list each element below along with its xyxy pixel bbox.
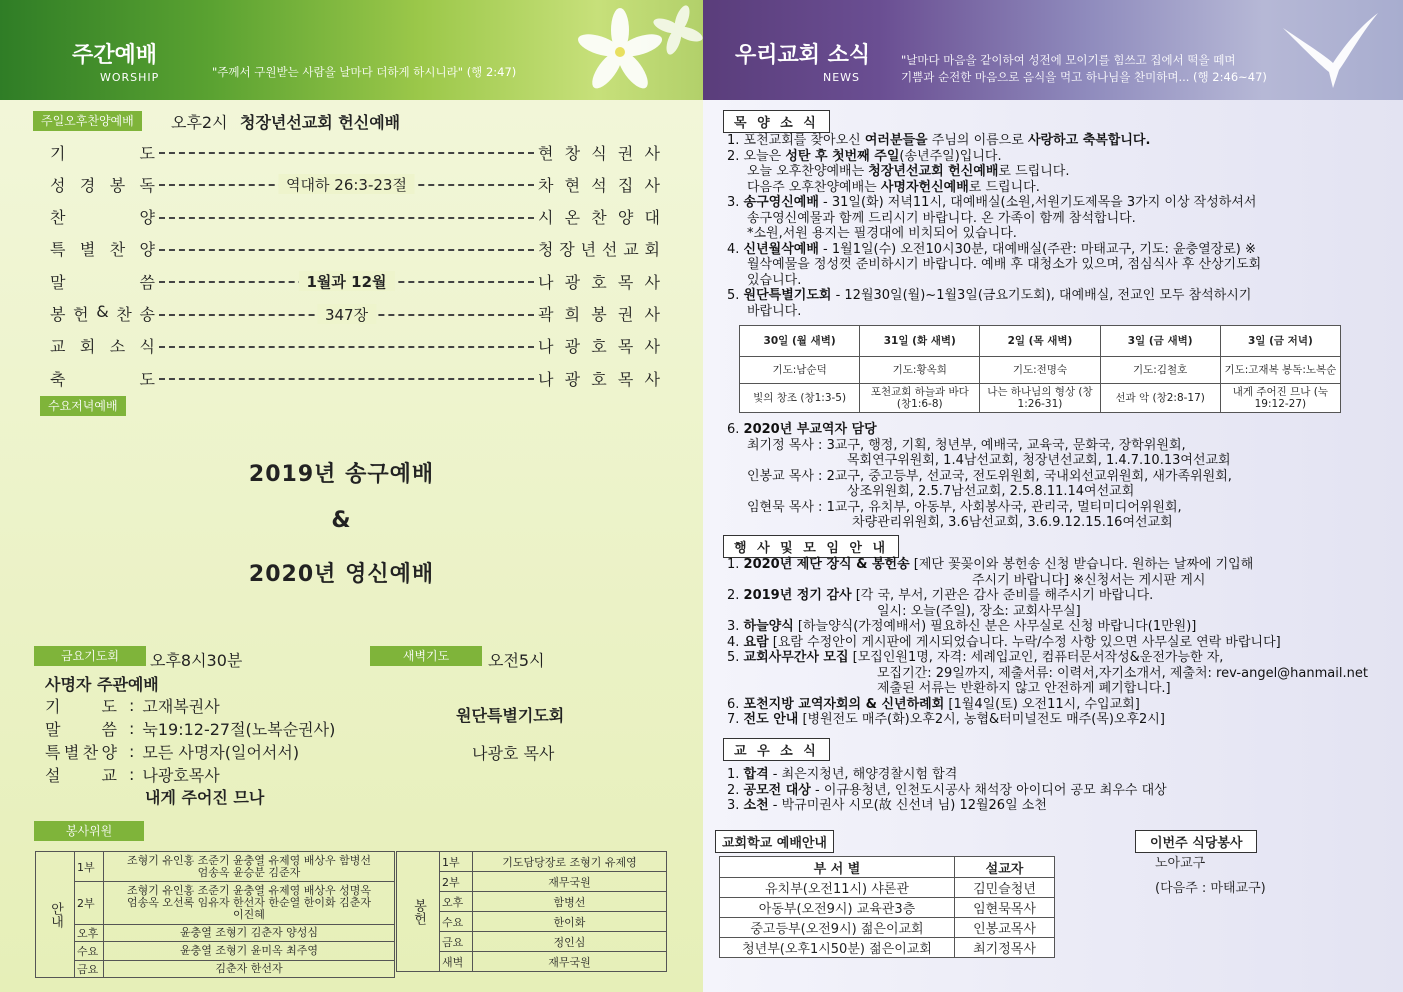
event-2-line-2: 일시: 오늘(주일), 장소: 교회사무실] [877,603,1081,619]
school-dept: 아동부(오전9시) 교육관3층 [720,898,955,918]
news-brand [735,38,870,84]
pastoral-item-2-line-2: 오늘 오후찬양예배는 청장년선교회 헌신예배로 드립니다. [747,164,1070,179]
guide-key: 금요 [75,961,104,978]
friday-row: 말 씀 : 눅19:12-27절(노복순권사) [45,719,336,739]
guide-names: 윤충열 조형기 윤미옥 최주영 [104,942,395,961]
pastoral-item-4-line-3: 있습니다. [747,272,802,288]
schedule-cell: 기도:남순덕 [740,357,860,384]
order-leader [159,174,534,194]
guide-label: 안내 [36,852,75,978]
school-row [720,878,1055,898]
guide-row [36,961,395,978]
worship-brand-en: WORSHIP [100,71,160,84]
order-label: 축 도 [50,369,155,389]
school-preacher: 인봉교목사 [955,918,1055,938]
worship-header [0,0,703,100]
school-dept: 중고등부(오전9시) 젊은이교회 [720,918,955,938]
pastor-2: 인봉교 목사 : 2교구, 중고등부, 선교국, 전도위원회, 국내외선교위원회, 새가족위원회, [747,468,1232,484]
order-row [50,302,660,326]
school-preacher: 임현묵목사 [955,898,1055,918]
dawn-tag: 새벽기도 [370,646,482,666]
guide-names: 조형기 유인홍 조준기 윤충열 유제영 배상우 성명옥 엄송옥 오선록 임유자 한선자 한순열 한이화 김춘자 이진혜 [104,882,395,925]
events-news [727,557,1387,728]
flower-icon [560,0,703,100]
bird-icon [1273,8,1383,93]
schedule-cell: 30일 (월 새벽) [740,326,860,357]
worship-brand [72,38,159,84]
school-header-cell: 설교자 [955,857,1055,878]
pastor-1: 최기정 목사 : 3교구, 행정, 기획, 청년부, 예배국, 교육국, 문화국, 장학위원회, [747,437,1186,453]
member-news-1: 1. 합격 - 최은지청년, 해양경찰시험 합격 [727,767,958,782]
guide-key: 2부 [75,882,104,925]
members-header: 교 우 소 식 [723,738,830,761]
order-leader [159,336,534,356]
friday-order [45,694,335,786]
school-dept: 청년부(오후1시50분) 젊은이교회 [720,938,955,958]
guide-row [36,925,395,942]
pastoral-news [727,133,1367,319]
schedule-cell: 빛의 창조 (창1:3-5) [740,384,860,413]
pastoral-item-4-line-2: 월삭예물을 정성껏 준비하시기 바랍니다. 예배 후 대청소가 있으며, 점심식사 후 산상기도회 [747,257,1262,272]
members-news [727,767,1377,814]
pastoral-item-5: 5. 원단특별기도회 - 12월30일(월)~1월3일(금요기도회), 대예배실, 전교인 모두 참석하시기 [727,288,1252,303]
offering-key: 수요 [440,912,473,932]
offering-row [397,852,667,872]
order-leader [159,239,534,259]
school-preacher: 김민슬청년 [955,878,1055,898]
offering-key: 1부 [440,852,473,872]
friday-row: 설 교 : 나광호목사 [45,765,220,785]
schedule-cell: 3일 (금 새벽) [1100,326,1220,357]
pastoral-item-5-line-2: 바랍니다. [747,303,802,319]
school-header: 교회학교 예배안내 [715,830,834,853]
offering-names: 기도담당장로 조형기 유제영 [473,852,667,872]
friday-value: 고재복권사 [142,697,220,716]
prayer-schedule-table [739,325,1341,413]
guide-key: 오후 [75,925,104,942]
guide-names: 김춘자 한선자 [104,961,395,978]
friday-sermon-title: 내게 주어진 므나 [145,788,265,807]
service-tag: 봉사위원 [34,821,144,841]
offering-key: 2부 [440,872,473,892]
pastoral-news-6 [727,422,1377,531]
schedule-row-prayer [740,357,1341,384]
order-label: 교 회 소 식 [50,337,155,357]
school-header-row [720,857,1055,878]
guide-names: 윤충열 조형기 김춘자 양성심 [104,925,395,942]
event-7: 7. 전도 안내 [병원전도 매주(화)오후2시, 농협&터미널전도 매주(목)오후2시] [727,712,1165,727]
events-header: 행 사 및 모 임 안 내 [723,535,899,558]
friday-row: 특 별 찬 양 : 모든 사명자(일어서서) [45,742,300,762]
order-row [50,140,660,164]
friday-value: 나광호목사 [142,766,220,785]
pastoral-item-1: 1. 포천교회를 찾아오신 여러분들을 주님의 이름으로 사랑하고 축복합니다. [727,133,1151,148]
news-quote-line-2: 기쁨과 순전한 마음으로 음식을 먹고 하나님을 찬미하며... (행 2:46~47) [901,70,1267,84]
pastoral-item-3: 3. 송구영신예배 - 31일(화) 저녁11시, 대예배실(소원,서원기도제목을 3가지 이상 작성하셔서 [727,195,1257,210]
order-row [50,172,660,196]
schedule-cell: 기도:전명숙 [980,357,1100,384]
schedule-row-days [740,326,1341,357]
offering-names: 한이화 [473,912,667,932]
schedule-cell: 나는 하나님의 형상 (창1:26-31) [980,384,1100,413]
event-2: 2. 2019년 정기 감사 [각 국, 부서, 기관은 감사 준비를 해주시기 바랍니다. [727,588,1154,603]
order-label: 봉 헌 & 찬 송 [50,302,155,324]
member-news-3: 3. 소천 - 박규미권사 시모(故 신선녀 님) 12월26일 소천 [727,798,1047,813]
dawn-speaker: 나광호 목사 [472,744,555,763]
schedule-cell: 포천교회 하늘과 바다 (창1:6-8) [860,384,980,413]
friday-label: 특 별 찬 양 [45,743,117,762]
pastor-2-line-2: 상조위원회, 2.5.7남선교회, 2.5.8.11.14여선교회 [847,484,1135,499]
schedule-cell: 3일 (금 저녁) [1220,326,1340,357]
order-row [50,205,660,229]
news-quote [901,52,1267,86]
pastor-3-line-2: 차량관리위원회, 3.6남선교회, 3.6.9.12.15.16여선교회 [852,515,1173,530]
order-leader [159,271,534,291]
guide-table [35,851,395,978]
special-line-3: 2020년 영신예배 [248,562,435,587]
friday-label: 말 씀 [45,720,117,739]
pastor-3: 임현묵 목사 : 1교구, 유치부, 아동부, 사회봉사국, 관리국, 멀티미디어위원회, [747,499,1182,515]
wednesday-tag: 수요저녁예배 [40,396,126,416]
pastor-1-line-2: 목회연구위원회, 1.4남선교회, 청장년선교회, 1.4.7.10.13여선교회 [847,453,1231,468]
school-table [719,856,1055,958]
order-middle: 1월과 12월 [298,271,394,291]
worship-quote: "주께서 구원받는 사람을 날마다 더하게 하시니라" (행 2:47) [212,65,517,79]
offering-key: 금요 [440,932,473,952]
event-4: 4. 요람 [요람 수정안이 게시판에 게시되었습니다. 누락/수정 사항 있으면 사무실로 연락 바랍니다] [727,634,1281,650]
friday-title: 사명자 주관예배 [45,675,159,694]
friday-value: 모든 사명자(일어서서) [142,743,300,762]
order-row [50,269,660,293]
dawn-title: 원단특별기도회 [456,706,565,725]
meal-line-2: (다음주 : 마태교구) [1155,881,1266,896]
meal-line-1: 노아교구 [1155,856,1206,871]
event-5-line-2: 모집기간: 29일까지, 제출서류: 이력서,자기소개서, 제출처: rev-angel@hanmail.net [877,665,1368,681]
order-label: 특 별 찬 양 [50,240,155,260]
dawn-time: 오전5시 [488,651,545,670]
order-person: 청 장 년 선 교 회 [538,240,660,260]
order-label: 찬 양 [50,208,155,228]
sunday-afternoon-tag: 주일오후찬양예배 [33,111,142,131]
school-header-cell: 부 서 별 [720,857,955,878]
pastoral-item-3-line-2: 송구영신예물과 함께 드리시기 바랍니다. 온 가족이 함께 참석합니다. [747,210,1136,226]
order-row [50,366,660,390]
order-label: 말 씀 [50,272,155,292]
sunday-afternoon-title: 청장년선교회 헌신예배 [240,113,401,132]
meal-header: 이번주 식당봉사 [1135,830,1257,853]
friday-label: 기 도 [45,697,117,716]
pastoral-header: 목 양 소 식 [723,110,830,133]
event-5-line-3: 제출된 서류는 반환하지 않고 안전하게 폐기합니다.] [877,681,1171,696]
order-person: 곽 희 봉 권 사 [538,305,660,324]
schedule-cell: 기도:김철호 [1100,357,1220,384]
order-person: 차 현 석 집 사 [538,175,660,195]
offering-key: 오후 [440,892,473,912]
order-person: 나 광 호 목 사 [538,337,660,357]
school-row [720,938,1055,958]
offering-names: 정인심 [473,932,667,952]
sunday-afternoon-time: 오후2시 [171,113,228,132]
offering-label: 봉헌 [397,852,440,972]
schedule-cell: 선과 악 (창2:8-17) [1100,384,1220,413]
guide-key: 1부 [75,852,104,882]
event-5: 5. 교회사무간사 모집 [모집인원1명, 자격: 세례입교인, 컴퓨터문서작성&운전가능한 자, [727,650,1224,665]
friday-row: 기 도 : 고재복권사 [45,696,220,716]
pastoral-item-2: 2. 오늘은 성탄 후 첫번째 주일(송년주일)입니다. [727,148,1002,164]
guide-names: 조형기 유인홍 조준기 윤충열 유제영 배상우 함병선 엄송옥 윤승분 김준자 [104,852,395,882]
guide-row [36,852,395,882]
event-1-line-2: 주시기 바랍니다] ※신청서는 게시판 게시 [972,572,1206,588]
news-quote-line-1: "날마다 마음을 같이하여 성전에 모이기를 힘쓰고 집에서 떡을 떼며 [901,53,1236,67]
pastoral-item-2-line-3: 다음주 오후찬양예배는 사명자헌신예배로 드립니다. [747,179,1040,195]
friday-tag: 금요기도회 [34,646,146,666]
schedule-row-titles [740,384,1341,413]
news-header [703,0,1403,100]
order-leader [159,142,534,162]
order-row [50,237,660,261]
order-leader [159,368,534,388]
order-person: 나 광 호 목 사 [538,272,660,292]
schedule-cell: 내게 주어진 므나 (눅19:12-27) [1220,384,1340,413]
offering-names: 재무국원 [473,952,667,972]
special-line-2: & [331,508,352,533]
worship-brand-kr: 주간예배 [72,43,158,68]
member-news-2: 2. 공모전 대상 - 이규용청년, 인천도시공사 채석장 아이디어 공모 최우수 대상 [727,782,1167,798]
friday-time: 오후8시30분 [150,651,243,670]
guide-row [36,882,395,925]
order-middle: 347장 [317,304,376,324]
event-1: 1. 2020년 제단 장식 & 봉헌송 [제단 꽃꽂이와 봉헌송 신청 받습니다. 원하는 날짜에 기입해 [727,557,1254,572]
order-row [50,334,660,358]
pastoral-item-6: 6. 2020년 부교역자 담당 [727,422,877,437]
news-brand-kr: 우리교회 소식 [735,43,871,68]
special-line-1: 2019년 송구예배 [248,462,435,487]
school-dept: 유치부(오전11시) 샤론관 [720,878,955,898]
schedule-cell: 기도:고재복 봉독:노복순 [1220,357,1340,384]
event-3: 3. 하늘양식 [하늘양식(가정예배서) 필요하신 분은 사무실로 신청 바랍니다(1만원)] [727,619,1197,634]
news-panel [703,0,1403,992]
schedule-cell: 31일 (화 새벽) [860,326,980,357]
order-label: 성 경 봉 독 [50,175,155,195]
offering-table [396,851,667,972]
school-row [720,898,1055,918]
order-person: 현 창 식 권 사 [538,143,660,163]
order-person: 시 온 찬 양 대 [538,208,660,228]
news-brand-en: NEWS [823,71,861,84]
guide-key: 수요 [75,942,104,961]
pastoral-item-4: 4. 신년월삭예배 - 1월1일(수) 오전10시30분, 대예배실(주관: 마태교구, 기도: 윤충열장로) ※ [727,241,1256,257]
offering-names: 함병선 [473,892,667,912]
order-person: 나 광 호 목 사 [538,369,660,389]
pastoral-item-3-line-3: *소원,서원 용지는 필경대에 비치되어 있습니다. [747,226,1017,241]
guide-row [36,942,395,961]
school-preacher: 최기정목사 [955,938,1055,958]
friday-value: 눅19:12-27절(노복순권사) [142,720,336,739]
friday-label: 설 교 [45,766,117,785]
schedule-cell: 기도:황옥희 [860,357,980,384]
order-label: 기 도 [50,143,155,163]
order-leader [159,304,534,324]
offering-key: 새벽 [440,952,473,972]
offering-names: 재무국원 [473,872,667,892]
order-middle: 역대하 26:3-23절 [278,174,415,194]
schedule-cell: 2일 (목 새벽) [980,326,1100,357]
order-leader [159,207,534,227]
event-6: 6. 포천지방 교역자회의 & 신년하례회 [1월4일(토) 오전11시, 수입교회] [727,696,1140,712]
school-row [720,918,1055,938]
